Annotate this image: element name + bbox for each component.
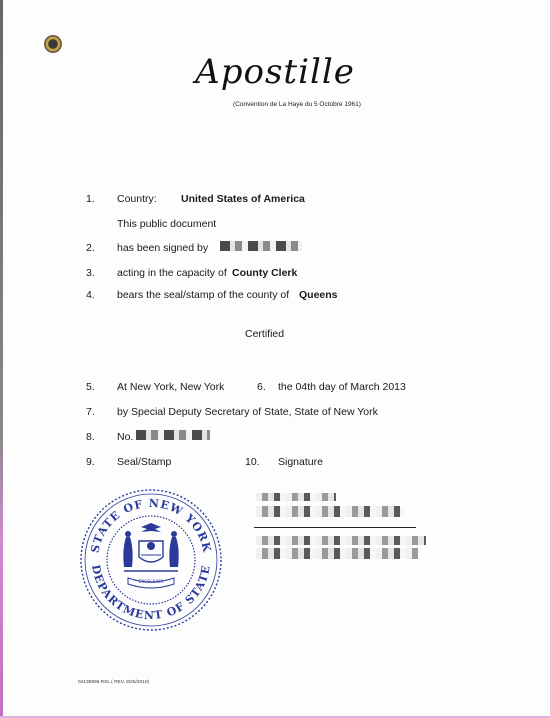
- item-number: 8.: [86, 431, 95, 443]
- signature-line: [254, 527, 416, 528]
- number-label: No.: [117, 431, 134, 443]
- state-seal-image: [78, 487, 224, 633]
- place-value: At New York, New York: [117, 381, 225, 393]
- redacted-signer-title-2: [256, 548, 418, 559]
- seal-county-value: Queens: [299, 289, 338, 301]
- item-number: 5.: [86, 381, 95, 393]
- country-label: Country:: [117, 193, 157, 205]
- certified-label: Certified: [245, 328, 285, 340]
- document-subtitle: (Convention de La Haye du 5 Octobre 1961): [233, 101, 361, 108]
- capacity-label: acting in the capacity of: [117, 267, 227, 279]
- date-value: the 04th day of March 2013: [278, 381, 406, 393]
- svg-text:DEPARTMENT OF STATE: [89, 564, 213, 622]
- redacted-signer-name: [220, 241, 302, 251]
- item-number: 10.: [245, 456, 260, 468]
- public-document-label: This public document: [117, 218, 217, 230]
- signed-by-label: has been signed by: [117, 242, 209, 254]
- seal-county-label: bears the seal/stamp of the county of: [117, 289, 290, 301]
- capacity-value: County Clerk: [232, 267, 298, 279]
- signature-label: Signature: [278, 456, 323, 468]
- country-value: United States of America: [181, 193, 305, 205]
- item-number: 7.: [86, 406, 95, 418]
- seal-bottom-text: DEPARTMENT OF STATE: [89, 563, 213, 623]
- item-number: 2.: [86, 242, 95, 254]
- form-number: 04135595.RSL ( REV. 8/25/2010): [78, 680, 150, 685]
- redacted-signature-top: [256, 493, 336, 501]
- document-title: Apostille: [195, 52, 355, 92]
- seal-motto: EXCELSIOR: [138, 580, 164, 585]
- redacted-signature: [256, 506, 404, 517]
- item-number: 1.: [86, 193, 95, 205]
- item-number: 9.: [86, 456, 95, 468]
- punch-hole: [44, 35, 62, 53]
- official-label: by Special Deputy Secretary of State, State of New York: [117, 406, 378, 418]
- item-number: 4.: [86, 289, 95, 301]
- item-number: 3.: [86, 267, 95, 279]
- seal-top-text: STATE OF NEW YORK: [88, 496, 214, 555]
- redacted-signer-title-1: [256, 536, 426, 545]
- seal-stamp-label: Seal/Stamp: [117, 456, 172, 468]
- item-number: 6.: [257, 381, 266, 393]
- redacted-certificate-number: [136, 430, 210, 440]
